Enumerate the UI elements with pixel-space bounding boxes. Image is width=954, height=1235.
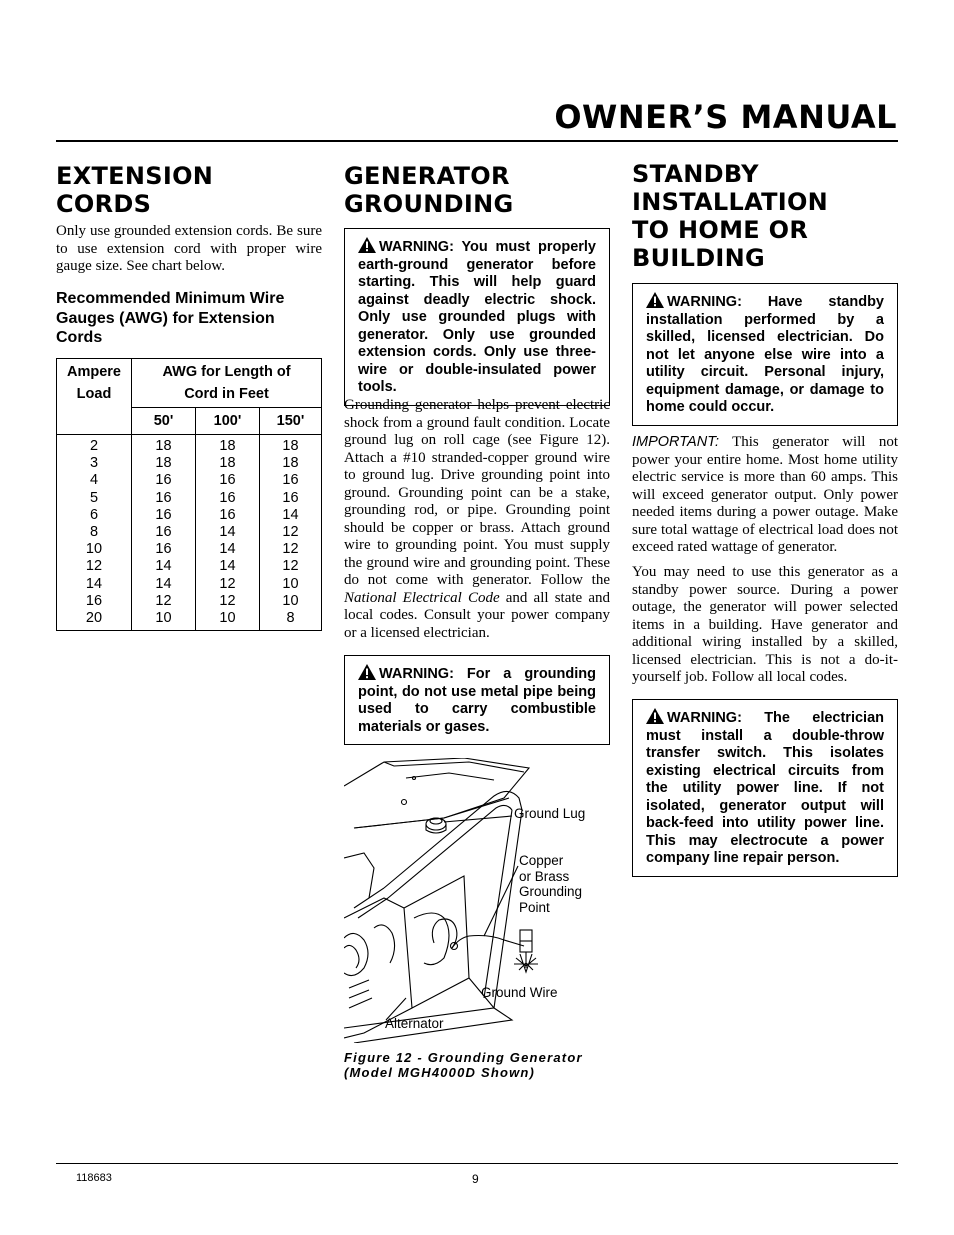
standby-warning <box>632 283 898 426</box>
awg-length-header: AWG for Length of Cord in Feet <box>132 359 322 408</box>
grounding-point-label: Copper or Brass Grounding Point <box>519 853 583 915</box>
figure-caption: Figure 12 - Grounding Generator (Model MGH4000D Shown) <box>344 1050 583 1080</box>
length-150-header: 150' <box>260 408 322 435</box>
warning-icon <box>646 292 664 308</box>
standby-warning-text: WARNING: Have standby installation performed by a skilled, licensed electrician. Do not let anyone else wire into a utility circuit. Personal injury, equipment damage, or damage to home could occur. <box>646 294 884 415</box>
awg-table-subheading: Recommended Minimum Wire Gauges (AWG) for Extension Cords <box>56 290 285 346</box>
important-paragraph <box>632 434 898 557</box>
transfer-switch-warning-text: WARNING: The electrician must install a double-throw transfer switch. This isolates existing electrical circuits from the utility power line. If not isolated, generator output will back-feed into utility power line. This may electrocute a power company line repair person. <box>646 710 884 866</box>
grounding-warning-text: WARNING: You must properly earth-ground generator before starting. This will help guard against deadly electric shock. Only use grounded plugs with generator. Only use grounded extension cords. Only use three-wire or double-insulated power tools. <box>358 239 596 395</box>
warning-icon <box>358 237 376 253</box>
ampere-values: 2 3 4 5 6 8 10 12 14 16 20 <box>57 435 132 631</box>
document-number: 118683 <box>76 1172 112 1184</box>
ampere-load-header: Ampere Load <box>57 359 132 435</box>
alternator-label: Alternator <box>385 1016 444 1031</box>
transfer-switch-warning <box>632 699 898 877</box>
grounding-paragraph-text-a: Grounding generator helps prevent electric shock from a ground fault condition. Locate ground lug on roll cage (see Figure 12). Attach a #10 stranded-copper ground wire to ground lug. Drive grounding point into ground. Grounding point can be a stake, grounding rod, or pipe. Grounding point should be copper or brass. Attach ground wire to grounding point. You must supply the ground wire and grounding point. These do not come with generator. Follow the <box>344 397 610 588</box>
warning-icon <box>358 664 376 680</box>
ground-wire-label: Ground Wire <box>481 985 558 1000</box>
awg-100-values: 18 18 16 16 16 14 14 14 12 12 10 <box>196 435 260 631</box>
grounding-paragraph-text-b: and all state and local codes. Consult your power company or a licensed electrician. <box>344 589 610 641</box>
awg-150-values: 18 18 16 16 14 12 12 12 10 10 8 <box>260 435 322 631</box>
standby-installation-heading: STANDBY INSTALLATION TO HOME OR BUILDING <box>632 160 829 272</box>
national-electrical-code: National Electrical Code <box>344 589 500 606</box>
extension-cords-intro: Only use grounded extension cords. Be sure to use extension cord with proper wire gauge size. See chart below. <box>56 223 322 274</box>
metal-pipe-warning <box>344 655 610 745</box>
ground-lug-label: Ground Lug <box>514 806 586 821</box>
important-label: IMPORTANT: <box>632 434 719 450</box>
header-rule <box>56 140 898 142</box>
length-50-header: 50' <box>132 408 196 435</box>
awg-table <box>56 358 322 631</box>
generator-grounding-heading: GENERATOR GROUNDING <box>344 162 514 218</box>
page-title: OWNER’S MANUAL <box>554 98 897 136</box>
grounding-paragraph <box>344 397 610 642</box>
warning-icon <box>646 708 664 724</box>
extension-cords-heading: EXTENSION CORDS <box>56 162 214 218</box>
metal-pipe-warning-text: WARNING: For a grounding point, do not use metal pipe being used to carry combustible materials or gases. <box>358 666 596 735</box>
standby-paragraph: You may need to use this generator as a standby power source. During a power outage, the generator will power selected items in a building. Have generator and additional wiring installed by a skilled, licensed electrician. This is not a do-it-yourself job. Follow all local codes. <box>632 564 898 685</box>
length-100-header: 100' <box>196 408 260 435</box>
footer-rule <box>56 1163 898 1164</box>
awg-50-values: 18 18 16 16 16 16 16 14 14 12 10 <box>132 435 196 631</box>
grounding-warning <box>344 228 610 406</box>
page-number: 9 <box>472 1172 479 1186</box>
important-text: This generator will not power your entire home. Most home utility electric service is more than 60 amps. This will exceed generator output. Only power needed items during a power outage. Make sure total wattage of electrical load does not exceed rated wattage of generator. <box>632 434 898 555</box>
